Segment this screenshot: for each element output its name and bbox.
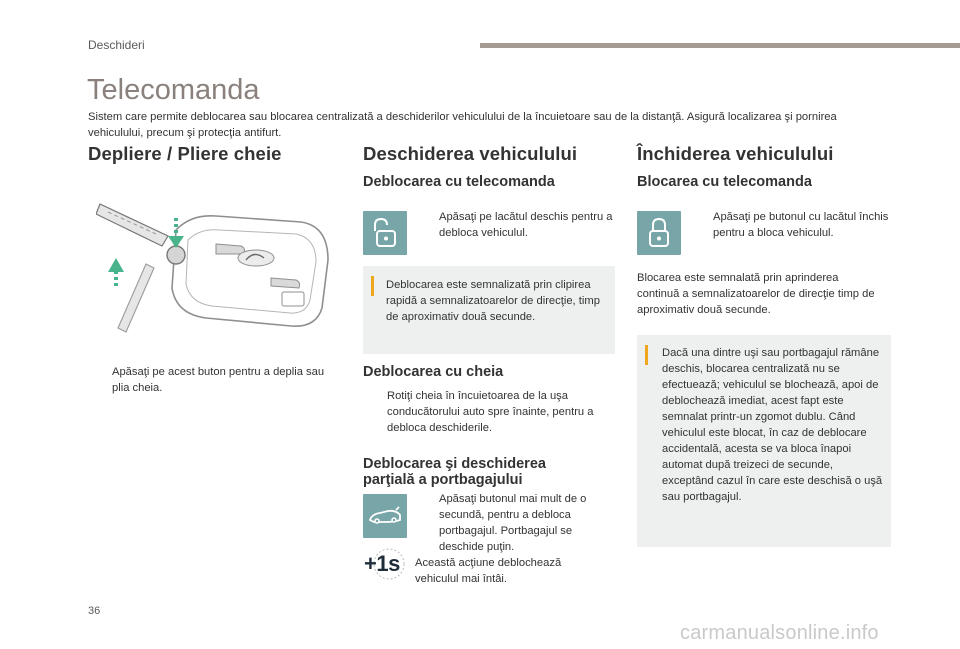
col2-title: Deschiderea vehiculului [363,143,578,164]
col2-note: Această acţiune deblochează vehiculul mai întâi. [415,557,562,585]
col2-sub3-line2: parţială a portbagajului [363,472,523,488]
col2-bullet3 [415,491,615,555]
col3-bullet1-text: Apăsaţi pe butonul cu lacătul închis pentru a bloca vehiculul. [713,211,889,239]
col2-info-box [363,266,615,354]
section-label: Deschideri [88,38,145,52]
info-accent-bar [371,276,374,296]
locked-padlock-icon [647,217,671,249]
col3-info-box [637,335,891,547]
col3-info-text: Dacă una dintre uşi sau portbagajul rămâne deschis, blocarea centralizată nu se efectuează; vehiculul se blochează, apoi de deblochează imediat, acest fapt este semnalat printr-un zgomot dublu. Când vehiculul este blocat, în caz de deblocare accidentală, acesta se va bloca înapoi automat după treizeci de secunde, exceptând cazul în care este deschisă o uşă sau portbagajul. [662,347,883,503]
plus-one-second-icon [363,546,407,582]
col1-bullet-text: Apăsaţi pe acest buton pentru a deplia sau plia cheia. [112,366,325,394]
key-fob-illustration [96,200,336,340]
col2-sub2: Deblocarea cu cheia [363,364,504,380]
col2-bullet2-text: Rotiţi cheia în încuietoarea de la uşa conducătorului auto spre înainte, pentru a debloca deschiderile. [387,390,594,434]
page-title: Telecomanda [87,74,260,106]
info-accent-bar [645,345,648,365]
page-number: 36 [88,605,101,617]
col3-sub1: Blocarea cu telecomanda [637,174,812,190]
col3-bullet1 [689,209,894,241]
column-closing [637,143,892,165]
plus-one-second-label: +1s [364,551,400,576]
lock-button-tile [637,211,681,255]
col3-title: Închiderea vehiculului [637,143,834,164]
intro-paragraph: Sistem care permite deblocarea sau blocarea centralizată a deschiderilor vehiculului de la încuietoare sau de la distanţă. Asigură localizarea şi pornirea vehiculului, precum şi protecţia antifurt. [88,111,837,139]
col2-sub3-line1: Deblocarea şi deschiderea [363,456,546,472]
col2-sub3 [363,456,546,488]
col2-bullet1 [415,209,625,241]
col2-bullet1-text: Apăsaţi pe lacătul deschis pentru a debloca vehiculul. [439,211,613,239]
watermark: carmanualsonline.info [680,622,879,644]
col2-sub1: Deblocarea cu telecomanda [363,174,555,190]
car-trunk-icon [368,506,402,526]
col3-paragraph: Blocarea este semnalată prin aprinderea continuă a semnalizatoarelor de direcţie timp de aproximativ două secunde. [637,272,875,316]
unlock-button-tile [363,211,407,255]
column-opening [363,143,618,165]
column-key-folding [88,143,348,165]
unlocked-padlock-icon [371,217,399,249]
col1-title: Depliere / Pliere cheie [88,143,282,164]
col2-bullet3-text: Apăsaţi butonul mai mult de o secundă, pentru a debloca portbagajul. Portbagajul se deschide puţin. [439,493,587,553]
col2-info-text: Deblocarea este semnalizată prin clipirea rapidă a semnalizatoarelor de direcţie, timp de aproximativ două secunde. [386,279,600,323]
header-rule [480,43,960,48]
trunk-button-tile [363,494,407,538]
col2-bullet2 [363,388,613,436]
col1-bullet [88,364,343,396]
